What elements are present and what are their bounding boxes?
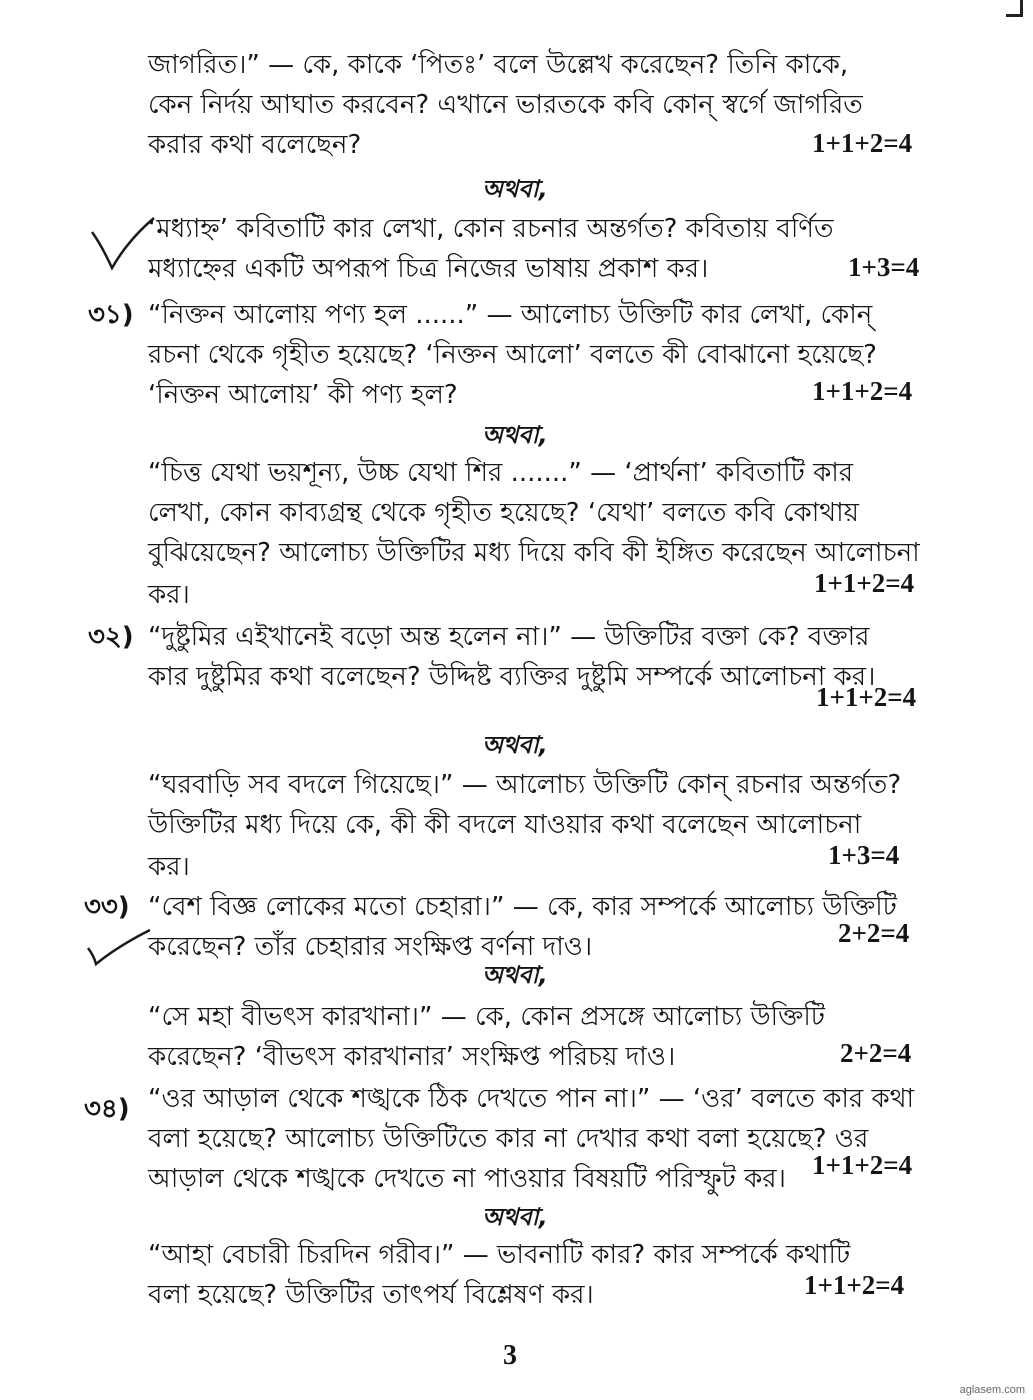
q33-marks: 2+2=4 bbox=[838, 918, 910, 948]
q31-marks: 1+1+2=4 bbox=[812, 376, 913, 406]
check-mark-icon bbox=[84, 918, 154, 968]
or-label: অথবা, bbox=[482, 961, 548, 989]
q31-line-3: ‘নিক্তন আলোয়’ কী পণ্য হল? bbox=[148, 380, 458, 410]
or-label: অথবা, bbox=[482, 421, 548, 449]
q32-alt-marks: 1+3=4 bbox=[828, 840, 900, 870]
q31-alt-marks: 1+1+2=4 bbox=[814, 568, 915, 598]
q33-alt-line-1: “সে মহা বীভৎস কারখানা।” — কে, কোন প্রসঙ্গে আলোচ্য উক্তিটি bbox=[148, 1002, 825, 1032]
q34-line-3: আড়াল থেকে শঙ্খকে দেখতে না পাওয়ার বিষয়টি পরিস্ফুট কর। bbox=[148, 1164, 786, 1194]
q33-alt-line-2: করেছেন? ‘বীভৎস কারখানার’ সংক্ষিপ্ত পরিচয় দাও। bbox=[148, 1042, 676, 1072]
or-label: অথবা, bbox=[482, 1203, 548, 1231]
q34-alt-line-1: “আহা বেচারী চিরদিন গরীব।” — ভাবনাটি কার? কার সম্পর্কে কথাটি bbox=[148, 1240, 851, 1270]
q31-alt-line-4: কর। bbox=[148, 580, 190, 610]
q30-line-3: করার কথা বলেছেন? bbox=[148, 130, 362, 160]
q30-alt-line-1: ‘মধ্যাহ্ন’ কবিতাটি কার লেখা, কোন রচনার অন্তর্গত? কবিতায় বর্ণিত bbox=[148, 214, 834, 244]
q30-alt-line-2: মধ্যাহ্নের একটি অপরূপ চিত্র নিজের ভাষায় প্রকাশ কর। bbox=[148, 254, 709, 284]
q32-marks: 1+1+2=4 bbox=[816, 682, 917, 712]
q32-line-2: কার দুষ্টুমির কথা বলেছেন? উদ্দিষ্ট ব্যক্তির দুষ্টুমি সম্পর্কে আলোচনা কর। bbox=[148, 662, 876, 692]
q31-alt-line-1: “চিত্ত যেথা ভয়শূন্য, উচ্চ যেথা শির .......” — ‘প্রার্থনা’ কবিতাটি কার bbox=[148, 458, 854, 488]
watermark: aglasem.com bbox=[959, 1384, 1025, 1396]
q30-marks: 1+1+2=4 bbox=[812, 128, 913, 158]
or-label: অথবা, bbox=[482, 731, 548, 759]
q32-number: ৩২) bbox=[88, 622, 134, 652]
q32-line-1: “দুষ্টুমির এইখানেই বড়ো অন্ত হলেন না।” — উক্তিটির বক্তা কে? বক্তার bbox=[148, 622, 870, 652]
q31-alt-line-2: লেখা, কোন কাব্যগ্রন্থ থেকে গৃহীত হয়েছে? ‘যেথা’ বলতে কবি কোথায় bbox=[148, 498, 859, 528]
q33-line-2: করেছেন? তাঁর চেহারার সংক্ষিপ্ত বর্ণনা দাও। bbox=[148, 932, 593, 962]
q34-marks: 1+1+2=4 bbox=[812, 1150, 913, 1180]
q31-line-1: “নিক্তন আলোয় পণ্য হল ......” — আলোচ্য উক্তিটি কার লেখা, কোন্ bbox=[148, 300, 873, 330]
q30-line-2: কেন নির্দয় আঘাত করবেন? এখানে ভারতকে কবি কোন্ স্বর্গে জাগরিত bbox=[148, 90, 863, 120]
q30-alt-marks: 1+3=4 bbox=[848, 252, 920, 282]
q32-alt-line-1: “ঘরবাড়ি সব বদলে গিয়েছে।” — আলোচ্য উক্তিটি কোন্ রচনার অন্তর্গত? bbox=[148, 770, 902, 800]
q33-line-1: “বেশ বিজ্ঞ লোকের মতো চেহারা।” — কে, কার সম্পর্কে আলোচ্য উক্তিটি bbox=[148, 892, 897, 922]
q33-number: ৩৩) bbox=[84, 892, 130, 922]
corner-mark bbox=[1006, 0, 1023, 17]
q34-alt-marks: 1+1+2=4 bbox=[804, 1270, 905, 1300]
q33-alt-marks: 2+2=4 bbox=[840, 1038, 912, 1068]
q32-alt-line-2: উক্তিটির মধ্য দিয়ে কে, কী কী বদলে যাওয়ার কথা বলেছেন আলোচনা bbox=[148, 810, 862, 840]
or-label: অথবা, bbox=[482, 175, 548, 203]
q32-alt-line-3: কর। bbox=[148, 852, 190, 882]
q34-line-1: “ওর আড়াল থেকে শঙ্খকে ঠিক দেখতে পান না।” — ‘ওর’ বলতে কার কথা bbox=[148, 1084, 915, 1114]
q30-line-1: জাগরিত।” — কে, কাকে ‘পিতঃ’ বলে উল্লেখ করেছেন? তিনি কাকে, bbox=[148, 50, 849, 80]
q31-line-2: রচনা থেকে গৃহীত হয়েছে? ‘নিক্তন আলো’ বলতে কী বোঝানো হয়েছে? bbox=[148, 340, 877, 370]
q31-number: ৩১) bbox=[88, 300, 134, 330]
q34-line-2: বলা হয়েছে? আলোচ্য উক্তিটিতে কার না দেখার কথা বলা হয়েছে? ওর bbox=[148, 1124, 869, 1154]
page-number: 3 bbox=[503, 1340, 517, 1371]
q34-number: ৩৪) bbox=[84, 1094, 130, 1124]
q34-alt-line-2: বলা হয়েছে? উক্তিটির তাৎপর্য বিশ্লেষণ কর। bbox=[148, 1280, 594, 1310]
q31-alt-line-3: বুঝিয়েছেন? আলোচ্য উক্তিটির মধ্য দিয়ে কবি কী ইঙ্গিত করেছেন আলোচনা bbox=[148, 538, 920, 568]
